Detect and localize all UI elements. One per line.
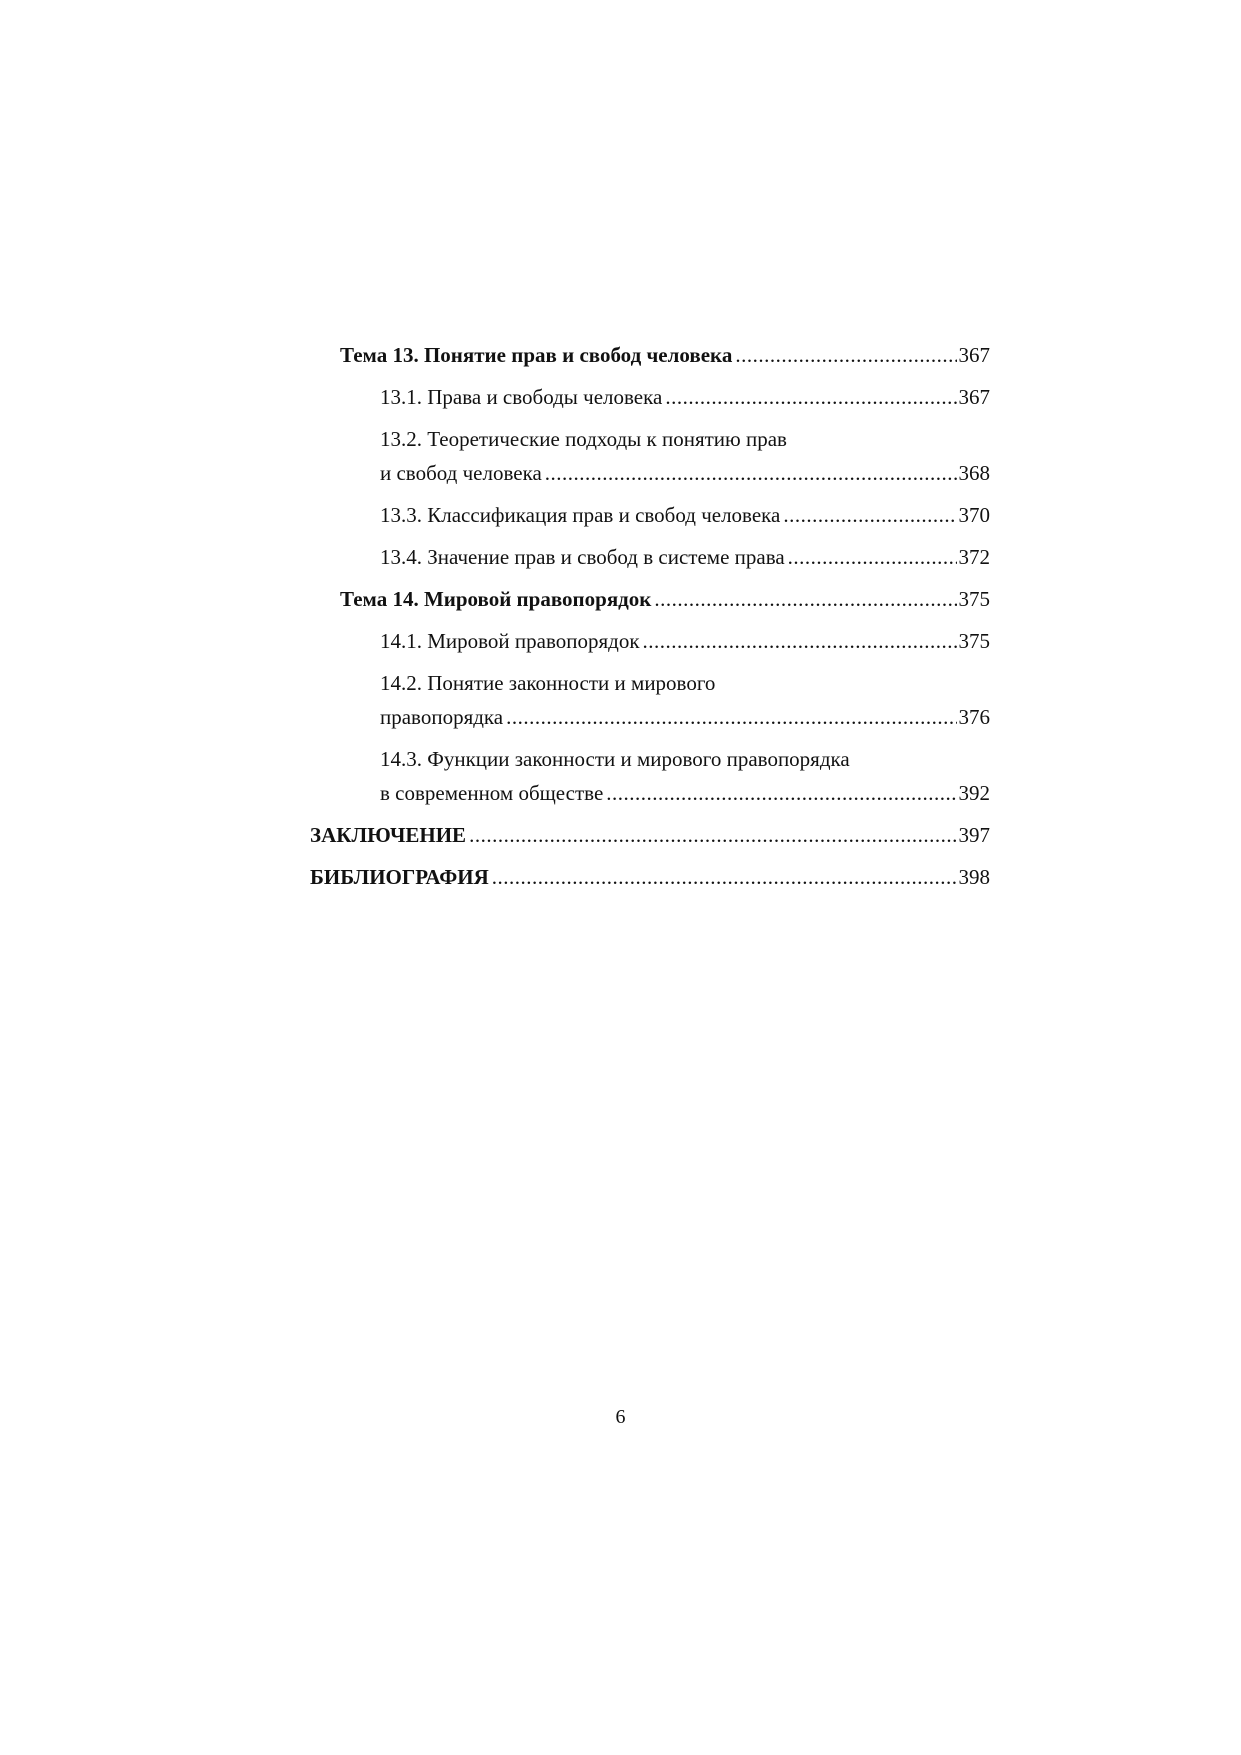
toc-entry[interactable]: [310, 624, 990, 658]
table-of-contents: [310, 338, 990, 902]
dot-leader: [788, 540, 957, 574]
toc-entry-title: БИБЛИОГРАФИЯ: [310, 865, 489, 889]
toc-entry[interactable]: [310, 860, 990, 894]
toc-entry-page: 375: [958, 629, 990, 653]
toc-entry-title: правопорядка: [380, 705, 504, 729]
toc-entry-page: 367: [958, 385, 990, 409]
toc-entry-row: [310, 860, 990, 894]
dot-leader: [545, 456, 957, 490]
toc-entry-title: 14.1. Мировой правопорядок: [380, 629, 640, 653]
toc-entry-title-line: 13.2. Теоретические подходы к понятию прав: [380, 427, 787, 451]
toc-entry-title: Тема 14. Мировой правопорядок: [340, 587, 652, 611]
dot-leader: [469, 818, 956, 852]
dot-leader: [606, 776, 956, 810]
toc-entry-page: 372: [958, 545, 990, 569]
toc-entry-page: 370: [958, 503, 990, 527]
toc-entry[interactable]: [310, 582, 990, 616]
toc-entry-title: ЗАКЛЮЧЕНИЕ: [310, 823, 467, 847]
dot-leader: [735, 338, 956, 372]
dot-leader: [492, 860, 957, 894]
dot-leader: [665, 380, 956, 414]
toc-entry-page: 398: [958, 865, 990, 889]
toc-entry[interactable]: [310, 338, 990, 372]
toc-entry[interactable]: [310, 540, 990, 574]
toc-entry[interactable]: [310, 742, 990, 810]
toc-entry-page: 367: [958, 343, 990, 367]
toc-entry-page: 392: [958, 781, 990, 805]
toc-entry-row: [380, 498, 990, 532]
dot-leader: [506, 700, 956, 734]
toc-entry-title: 13.1. Права и свободы человека: [380, 385, 663, 409]
toc-entry-title: 13.3. Классификация прав и свобод человека: [380, 503, 781, 527]
toc-entry-title-line: 14.2. Понятие законности и мирового: [380, 671, 716, 695]
toc-entry-row: [380, 380, 990, 414]
toc-entry[interactable]: [310, 380, 990, 414]
toc-entry[interactable]: [310, 422, 990, 490]
toc-entry-row: [310, 818, 990, 852]
toc-entry-page: 375: [958, 587, 990, 611]
toc-entry-title-line: 14.3. Функции законности и мирового правопорядка: [380, 747, 850, 771]
toc-entry[interactable]: [310, 498, 990, 532]
toc-entry-page: 376: [958, 705, 990, 729]
toc-entry-title: 13.4. Значение прав и свобод в системе права: [380, 545, 785, 569]
toc-entry-title: Тема 13. Понятие прав и свобод человека: [340, 343, 733, 367]
dot-leader: [654, 582, 956, 616]
toc-entry-row: [380, 624, 990, 658]
dot-leader: [783, 498, 956, 532]
toc-entry-page: 368: [958, 461, 990, 485]
toc-entry-row: [380, 776, 990, 810]
toc-entry-row: [340, 582, 990, 616]
toc-entry-row: [340, 338, 990, 372]
toc-entry-title: в современном обществе: [380, 781, 604, 805]
page-number: 6: [615, 1406, 626, 1428]
toc-entry-page: 397: [958, 823, 990, 847]
toc-entry[interactable]: [310, 818, 990, 852]
toc-entry-row: [380, 540, 990, 574]
dot-leader: [643, 624, 957, 658]
toc-entry-row: [380, 456, 990, 490]
toc-entry-row: [380, 700, 990, 734]
toc-entry[interactable]: [310, 666, 990, 734]
toc-entry-title: и свобод человека: [380, 461, 542, 485]
